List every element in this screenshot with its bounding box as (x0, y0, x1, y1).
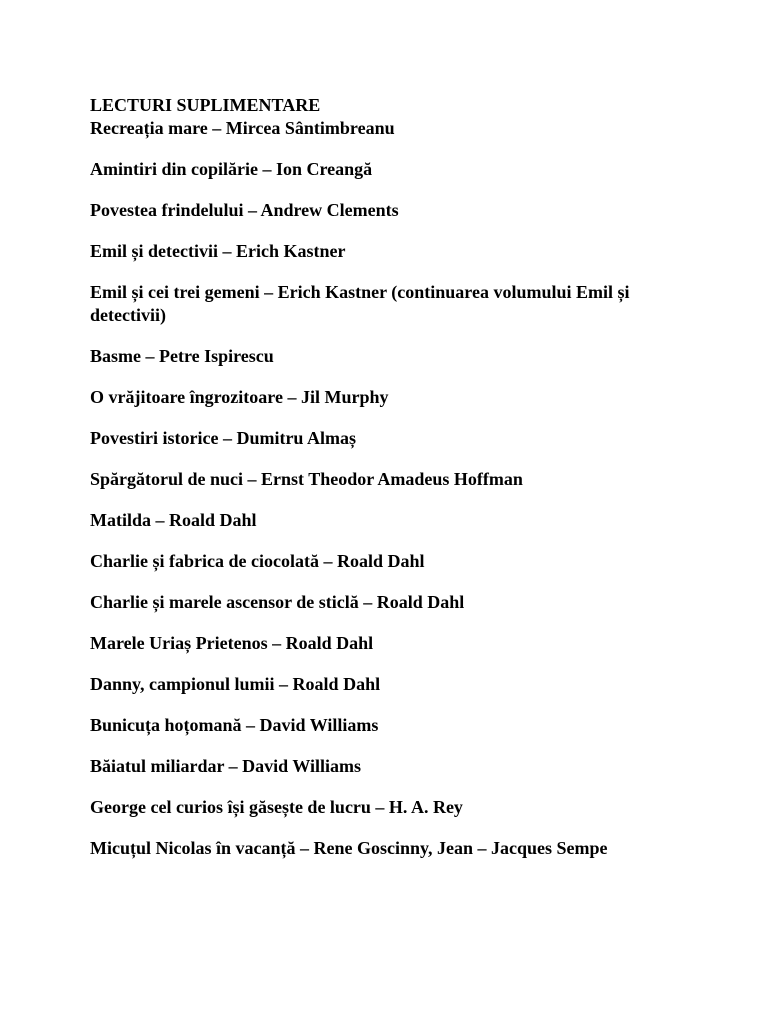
reading-list-item: Povestea frindelului – Andrew Clements (90, 200, 399, 220)
reading-list-item: Charlie și fabrica de ciocolată – Roald Dahl (90, 551, 425, 571)
reading-list-item: Spărgătorul de nuci – Ernst Theodor Amadeus Hoffman (90, 469, 523, 489)
reading-list-item: Băiatul miliardar – David Williams (90, 756, 362, 776)
reading-list-item: Bunicuța hoțomană – David Williams (90, 715, 379, 735)
reading-list-item: George cel curios își găsește de lucru – H. A. Rey (90, 797, 463, 817)
document-subtitle: Recreația mare – Mircea Sântimbreanu (90, 118, 395, 138)
reading-list-item: Danny, campionul lumii – Roald Dahl (90, 674, 381, 694)
reading-list-item: O vrăjitoare îngrozitoare – Jil Murphy (90, 387, 389, 407)
reading-list-item: Povestiri istorice – Dumitru Almaș (90, 428, 356, 448)
reading-list-item: Basme – Petre Ispirescu (90, 346, 274, 366)
reading-list-item: Matilda – Roald Dahl (90, 510, 257, 530)
document-title: LECTURI SUPLIMENTARE (90, 95, 321, 115)
reading-list-item: Amintiri din copilărie – Ion Creangă (90, 159, 373, 179)
reading-list-item: Charlie și marele ascensor de sticlă – Roald Dahl (90, 592, 465, 612)
reading-list-item: Emil și detectivii – Erich Kastner (90, 241, 346, 261)
reading-list-item: Marele Uriaș Prietenos – Roald Dahl (90, 633, 374, 653)
reading-list-item: Micuțul Nicolas în vacanță – Rene Goscinny, Jean – Jacques Sempe (90, 838, 608, 858)
reading-list-item: Emil și cei trei gemeni – Erich Kastner (continuarea volumului Emil și detectivii) (90, 282, 630, 325)
document-page (90, 94, 690, 878)
